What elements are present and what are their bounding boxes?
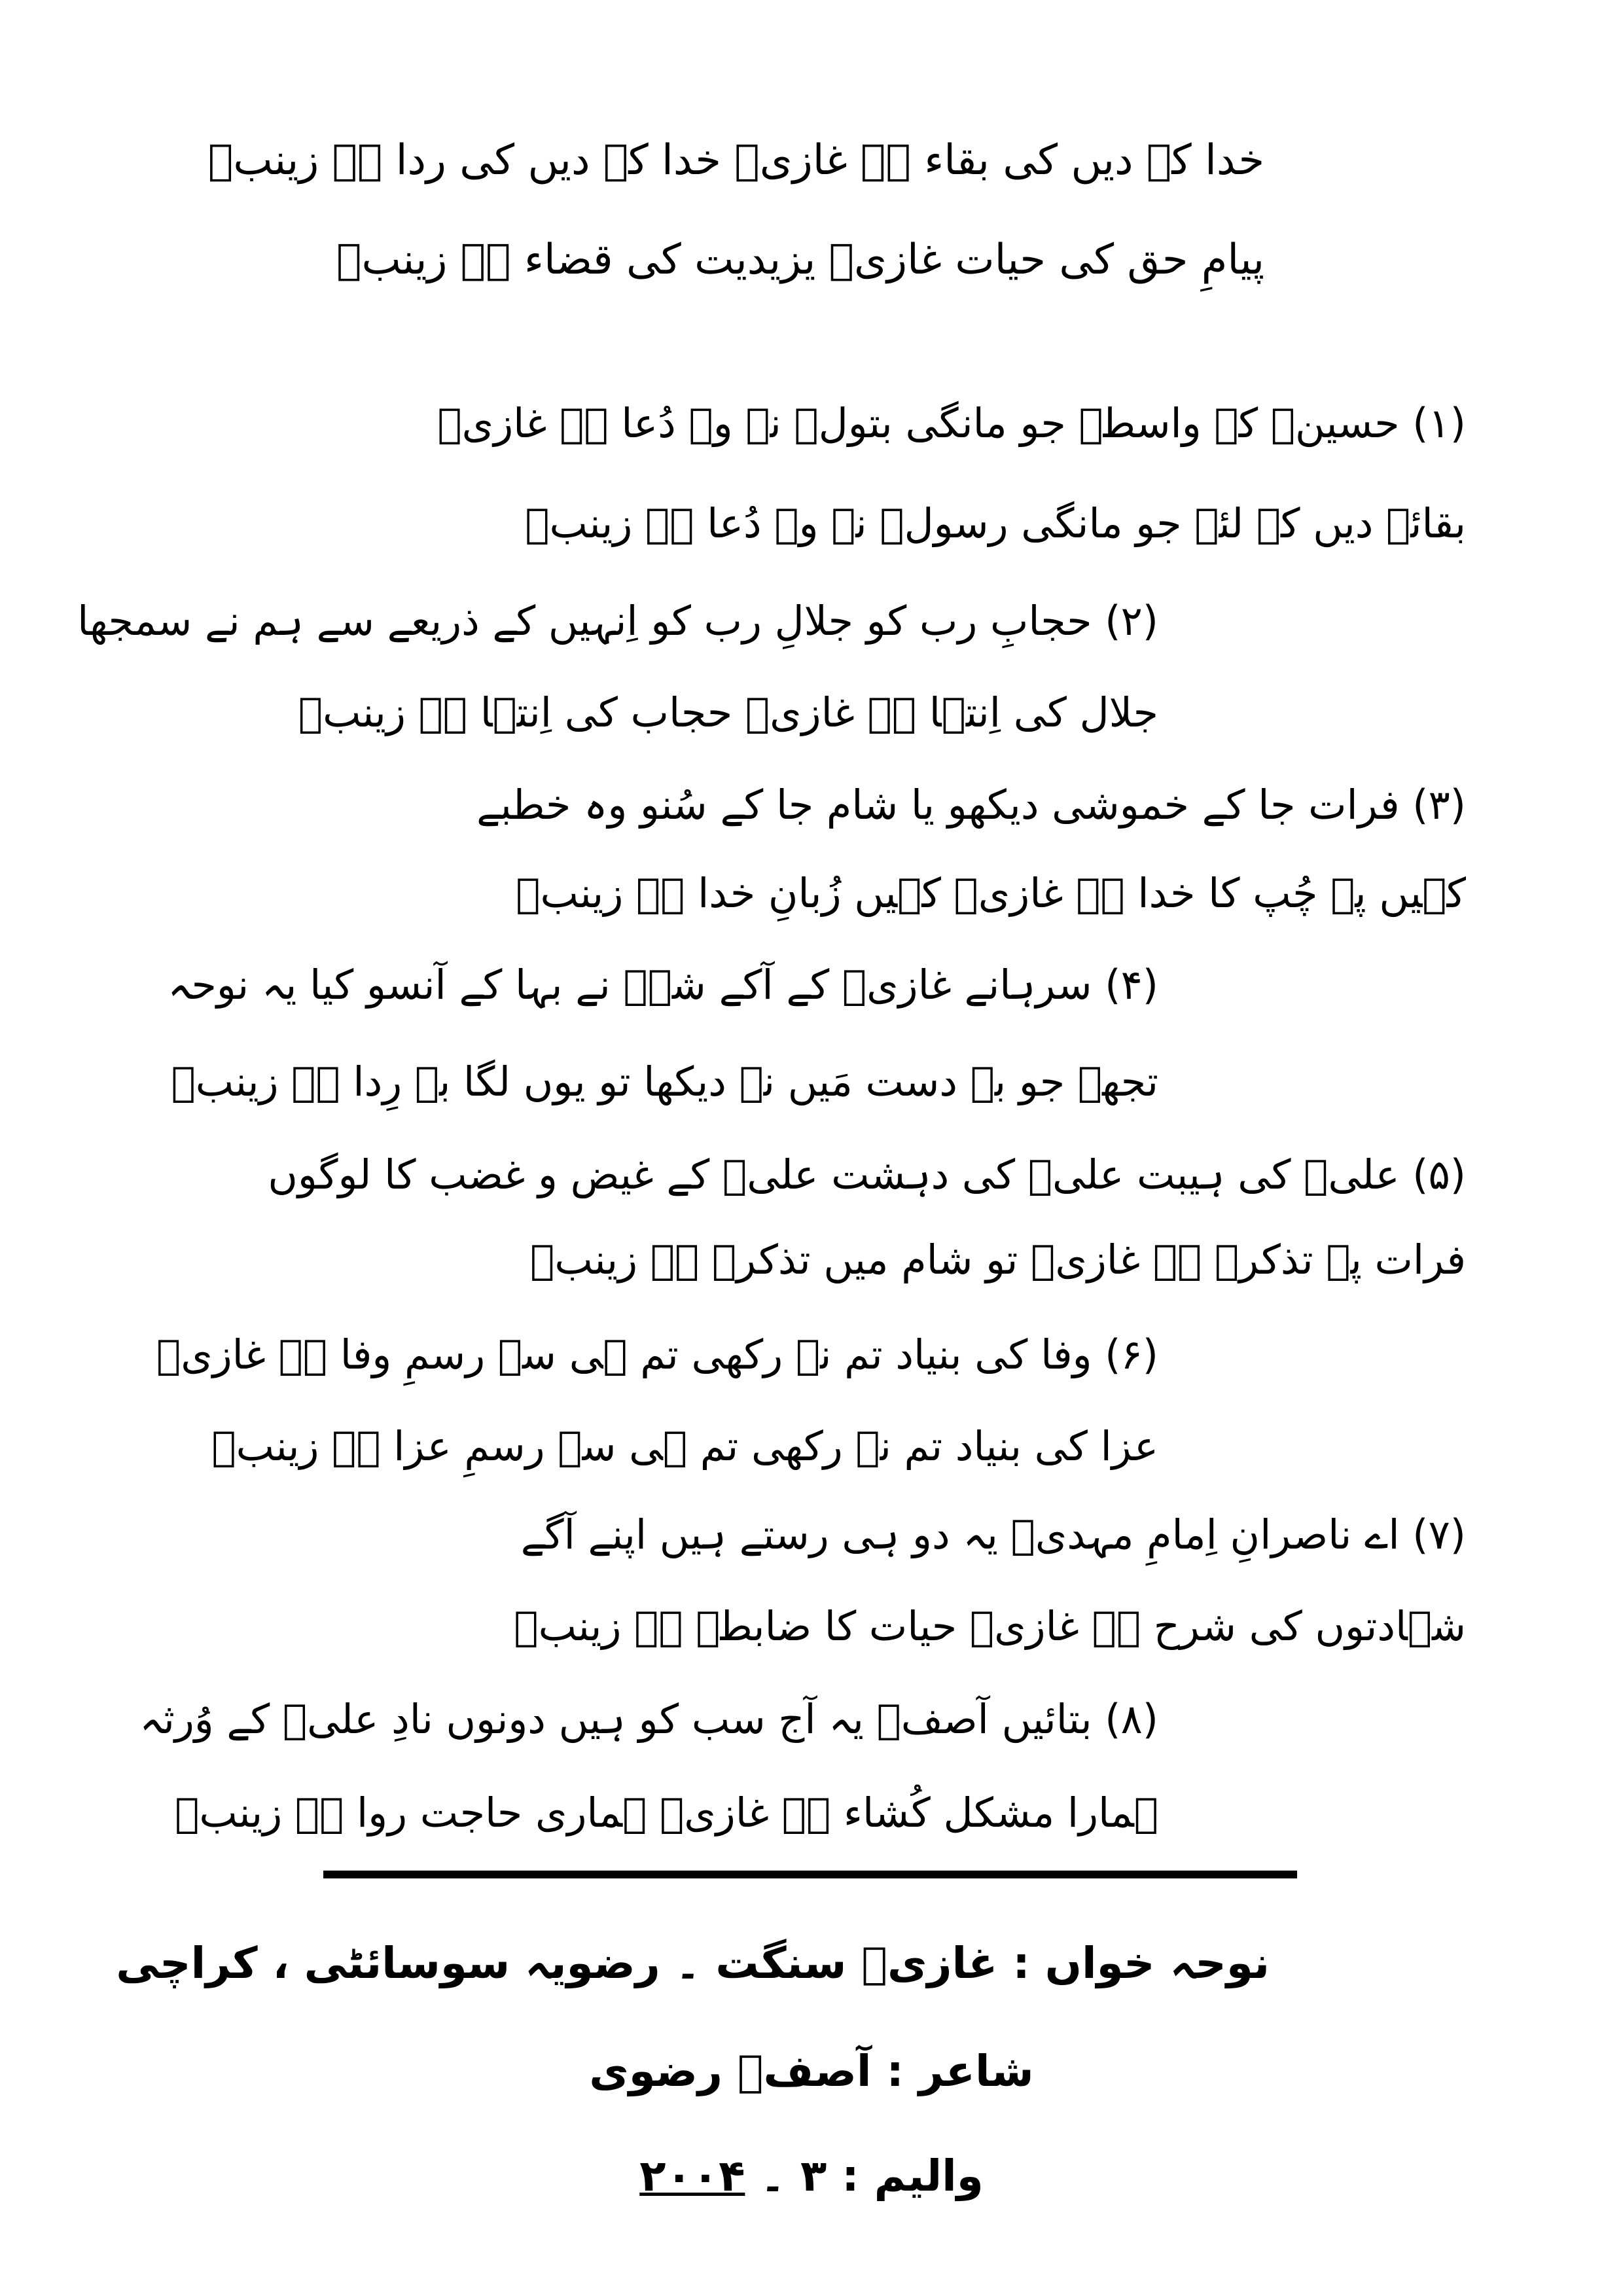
stanza-7-line-2: شہادتوں کی شرح ہے غازیؑ حیات کا ضابطہ ہے زینبؑ: [514, 1602, 1466, 1650]
volume-year: ۲۰۰۴: [639, 2151, 745, 2201]
stanza-3-line-2: کہیں پہ چُپ کا خدا ہے غازیؑ کہیں زُبانِ خدا ہے زینبؑ: [516, 869, 1466, 917]
intro-line-1: خدا کے دیں کی بقاء ہے غازیؑ خدا کے دیں کی ردا ہے زینبؑ: [207, 136, 1264, 185]
stanza-2-line-1: (۲) حجابِ رب کو جلالِ رب کو اِنہیں کے ذریعے سے ہم نے سمجھا: [77, 597, 1158, 645]
stanza-7-line-1: (۷) اے ناصرانِ اِمامِ مہدیؑ یہ دو ہی رستے ہیں اپنے آگے: [520, 1511, 1466, 1558]
stanza-5-line-2: فرات پہ تذکرہ ہے غازیؑ تو شام میں تذکرہ ہے زینبؑ: [530, 1236, 1466, 1283]
stanza-6-line-2: عزا کی بنیاد تم نے رکھی تم ہی سے رسمِ عزا ہے زینبؑ: [211, 1422, 1158, 1470]
stanza-1-line-1: (۱) حسینؑ کے واسطے جو مانگی بتولؑ نے وہ دُعا ہے غازیؑ: [437, 399, 1466, 447]
stanza-8-line-1: (۸) بتائیں آصفؔ یہ آج سب کو ہیں دونوں نادِ علیؑ کے وُرثہ: [139, 1695, 1158, 1743]
reciter-credit: نوحہ خواں : غازیؑ سنگت ۔ رضویہ سوسائٹی ، کراچی: [116, 1938, 1270, 1988]
stanza-3-line-1: (۳) فرات جا کے خموشی دیکھو یا شام جا کے سُنو وہ خطبے: [476, 781, 1466, 829]
separator-rule: [323, 1871, 1297, 1878]
poet-credit: شاعر : آصفؔ رضوی: [589, 2046, 1034, 2096]
stanza-8-line-2: ہمارا مشکل کُشاء ہے غازیؑ ہماری حاجت روا ہے زینبؑ: [175, 1789, 1158, 1837]
intro-line-2: پیامِ حق کی حیات غازیؑ یزیدیت کی قضاء ہے زینبؑ: [336, 236, 1264, 284]
stanza-5-line-1: (۵) علیؑ کی ہیبت علیؑ کی دہشت علیؑ کے غیض و غضب کا لوگوں: [268, 1151, 1466, 1198]
stanza-4-line-1: (۴) سرہانے غازیؑ کے آکے شہؑ نے بہا کے آنسو کیا یہ نوحہ: [168, 961, 1158, 1009]
stanza-1-line-2: بقائے دیں کے لئے جو مانگی رسولؐ نے وہ دُعا ہے زینبؑ: [525, 499, 1466, 547]
volume-label: والیم : ۳ ۔: [760, 2151, 984, 2201]
stanza-6-line-1: (۶) وفا کی بنیاد تم نے رکھی تم ہی سے رسمِ وفا ہے غازیؑ: [156, 1331, 1158, 1378]
stanza-2-line-2: جلال کی اِنتہا ہے غازیؑ حجاب کی اِنتہا ہے زینبؑ: [298, 689, 1158, 736]
stanza-4-line-2: تجھے جو بے دست مَیں نے دیکھا تو یوں لگا بے رِدا ہے زینبؑ: [171, 1058, 1158, 1105]
volume-credit: [353, 2147, 1270, 2212]
